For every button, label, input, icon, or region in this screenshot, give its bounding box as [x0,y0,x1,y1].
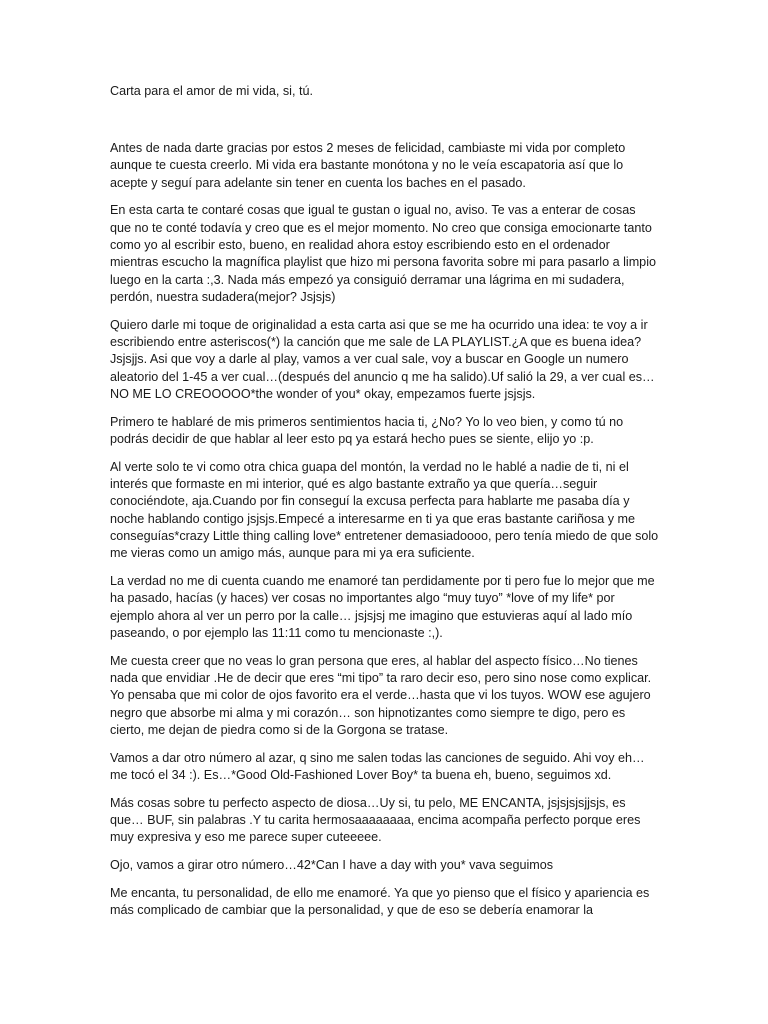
paragraph-first-feelings: Primero te hablaré de mis primeros sentimientos hacia ti, ¿No? Yo lo veo bien, y como tú no podrás decidir de que hablar al leer esto pq ya estará hecho pues se siente, elijo yo :p. [110,414,624,446]
paragraph-gratitude: Antes de nada darte gracias por estos 2 meses de felicidad, cambiaste mi vida por completo aunque te cuesta creerlo. Mi vida era bastante monótona y no le veía escapatoria así que lo acepte y seguí para adelante sin tener en cuenta los baches en el pasado. [110,141,626,190]
paragraph-first-impression: Al verte solo te vi como otra chica guapa del montón, la verdad no le hablé a nadie de ti, ni el interés que formaste en mi interior, qué es algo bastante extraño ya que quería…seguir conociéndote, aja.Cuando por fin conseguí la excusa perfecta para hablarte me pasaba día y noche hablando contigo jsjsjs.Empecé a interesarme en ti ya que eras bastante cariñosa y me conseguías*crazy Little thing calling love* entretener demasiadoooo, pero tenía miedo de que solo me vieras como un amigo más, aunque para mi ya era suficiente. [110,459,659,561]
paragraph-appearance: Me cuesta creer que no veas lo gran persona que eres, al hablar del aspecto físico…No tienes nada que envidiar .He de decir que eres “mi tipo” ta raro decir eso, pero sino nose como explicar. Yo pensaba que mi color de ojos favorito era el verde…hasta que vi los tuyos. WOW ese agujero negro que absorbe mi alma y mi corazón… son hipnotizantes como siempre te digo, pero es cierto, me dejan de piedra como si de la Gorgona se tratase. [110,653,652,737]
paragraph-hair: Más cosas sobre tu perfecto aspecto de diosa…Uy si, tu pelo, ME ENCANTA, jsjsjsjsjjsjs, es que… BUF, sin palabras .Y tu carita hermosaaaaaaaa, encima acompaña perfecto porque eres muy expresiva y eso me parece super cuteeeee. [110,795,641,845]
paragraph-personality: Me encanta, tu personalidad, de ello me enamoré. Ya que yo pienso que el físico y apariencia es más complicado de cambiar que la personalidad, y que de eso se debería enamorar la [110,885,650,918]
paragraph-random-number-42: Ojo, vamos a girar otro número…42*Can I have a day with you* vava seguimos [110,858,554,873]
paragraph-falling-in-love: La verdad no me di cuenta cuando me enamoré tan perdidamente por ti pero fue lo mejor que me ha pasado, hacías (y haces) ver cosas no importantes algo “muy tuyo” *love of my life* por ejemplo ahora al ver un perro por la calle… jsjsjsj me imagino que estuvieras aquí al lado mío paseando, o por ejemplo las 11:11 como tu mencionaste :,). [110,574,655,640]
letter-title: Carta para el amor de mi vida, si, tú. [110,84,313,98]
paragraph-playlist-idea: Quiero darle mi toque de originalidad a esta carta asi que se me ha ocurrido una idea: te voy a ir escribiendo entre asteriscos(*) la canción que me sale de LA PLAYLIST.¿A que es buena idea? Jsjsjjs. Asi que voy a darle al play, vamos a ver cual sale, voy a buscar en Google un numero aleatorio del 1-45 a ver cual…(después del anuncio q me ha salido).Uf salió la 29, a ver cual es… NO ME LO CREOOOOO*the wonder of you* okay, empezamos fuerte jsjsjs. [110,317,655,401]
paragraph-letter-intro: En esta carta te contaré cosas que igual te gustan o igual no, aviso. Te vas a enterar de cosas que no te conté todavía y creo que es el mejor momento. No creo que consiga emocionarte tanto como yo al escribir esto, bueno, en realidad ahora estoy escribiendo esto en el ordenador mientras escucho la magnífica playlist que hizo mi persona favorita sobre mi para pasarlo a limpio luego en la carta :,3. Nada más empezó ya consiguió derramar una lágrima en mi sudadera, perdón, nuestra sudadera(mejor? Jsjsjs) [110,203,656,304]
paragraph-random-number-34: Vamos a dar otro número al azar, q sino me salen todas las canciones de seguido. Ahi voy eh… me tocó el 34 :). Es…*Good Old-Fashioned Lover Boy* ta buena eh, bueno, seguimos xd. [110,750,645,782]
